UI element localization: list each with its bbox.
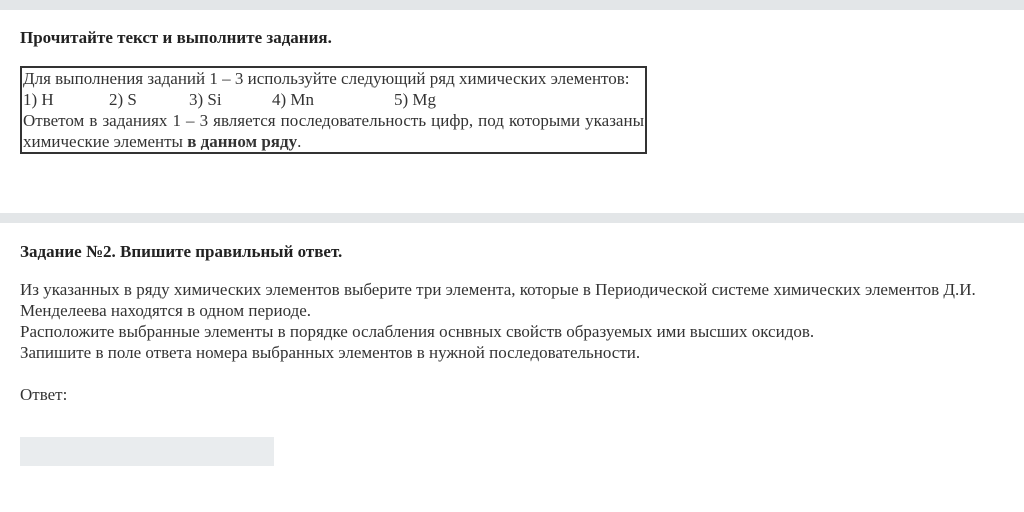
answer-note-text: Ответом в заданиях 1 – 3 является последовательность цифр, под которыми указаны химические элементы	[23, 111, 644, 151]
task-heading: Задание №2. Впишите правильный ответ.	[20, 242, 343, 261]
task-line-3: Запишите в поле ответа номера выбранных элементов в нужной последовательности.	[20, 343, 641, 362]
answer-note-emphasis: в данном ряду	[187, 132, 298, 151]
task-line-1: Из указанных в ряду химических элементов выберите три элемента, которые в Периодической системе химических элементов Д.И. Менделеева находятся в одном периоде.	[20, 280, 976, 320]
task-line-2: Расположите выбранные элементы в порядке ослабления оснвных свойств образуемых ими высших оксидов.	[20, 322, 815, 341]
intro-heading: Прочитайте текст и выполните задания.	[20, 28, 332, 47]
top-divider-band	[0, 0, 1024, 10]
answer-note-end: .	[297, 132, 302, 151]
task-body	[20, 279, 1010, 363]
section-divider-band	[0, 213, 1024, 223]
element-3: 3) Si	[189, 90, 222, 109]
elements-row	[23, 89, 644, 110]
element-2: 2) S	[109, 90, 137, 109]
element-5: 5) Mg	[394, 90, 437, 109]
intro-instruction: Для выполнения заданий 1 – 3 используйте следующий ряд химических элементов:	[23, 69, 630, 88]
answer-format-note	[23, 110, 644, 152]
element-1: 1) H	[23, 90, 54, 109]
intro-text-box	[20, 66, 647, 154]
element-4: 4) Mn	[272, 90, 315, 109]
answer-label: Ответ:	[20, 385, 68, 404]
answer-input[interactable]	[20, 437, 274, 466]
